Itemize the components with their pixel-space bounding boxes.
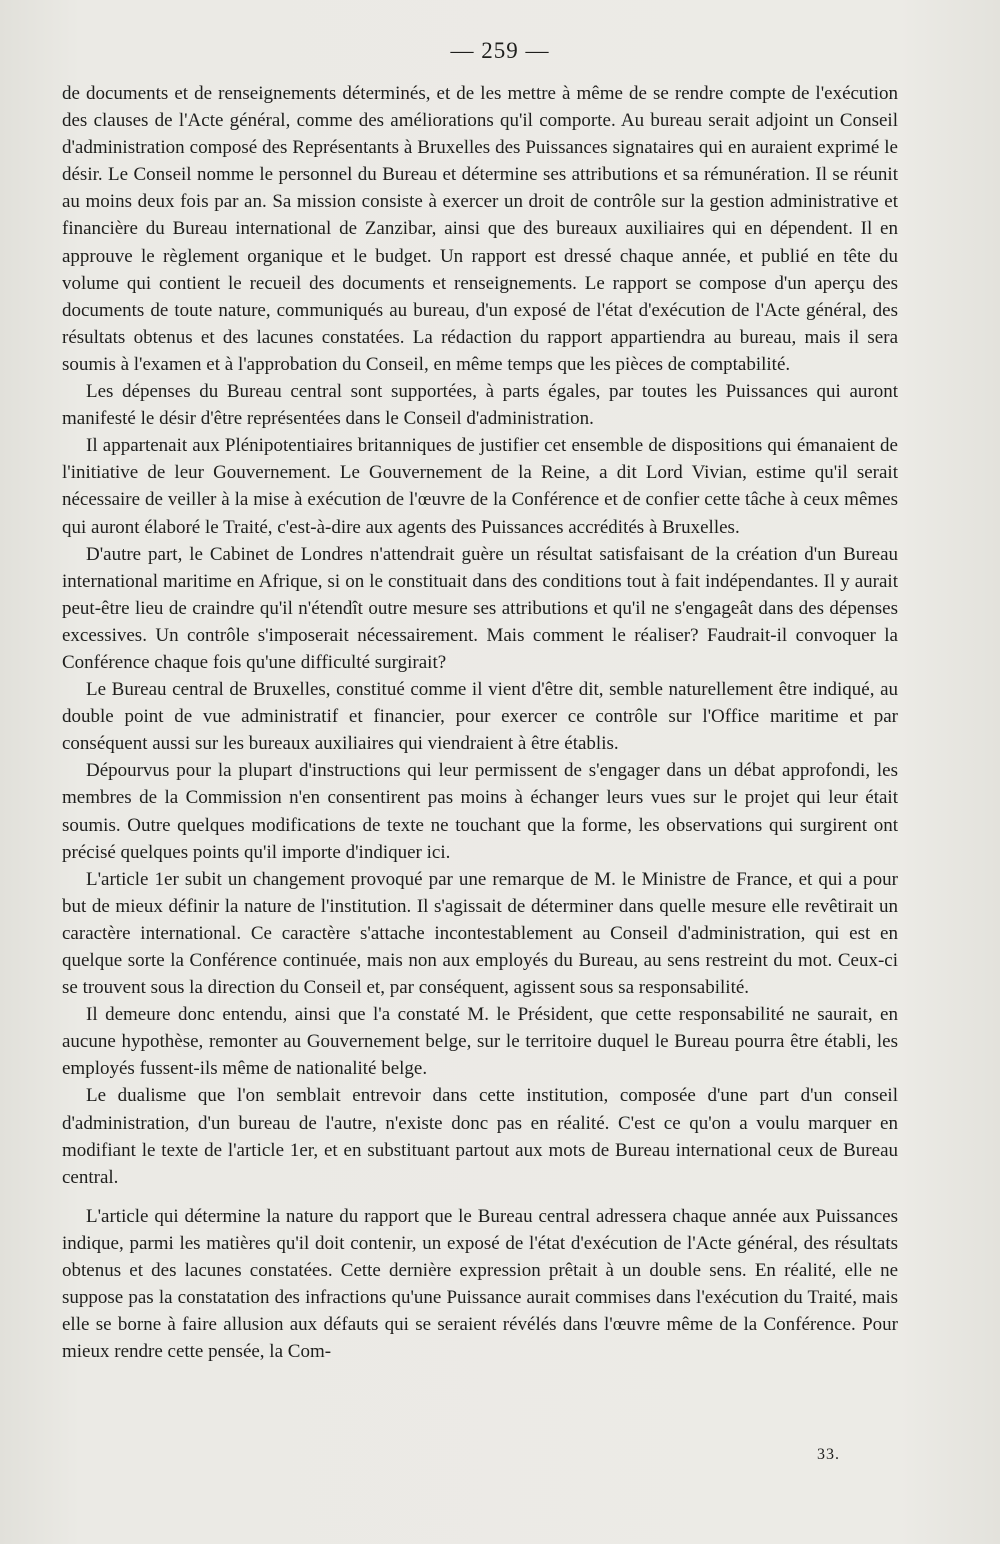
paragraph-3: Il appartenait aux Plénipotentiaires britanniques de justifier cet ensemble de dispositions qui émanaient de l'initiative de leur Gouvernement. Le Gouvernement de la Reine, a dit Lord Vivian, estime qu'il serait nécessaire de veiller à la mise à exécution de l'œuvre de la Conférence et de confier cette tâche à ceux mêmes qui auront élaboré le Traité, c'est-à-dire aux agents des Puissances accrédités à Bruxelles. (62, 435, 898, 538)
paragraph-2: Les dépenses du Bureau central sont supportées, à parts égales, par toutes les Puissances qui auront manifesté le désir d'être représentées dans le Conseil d'administration. (62, 381, 898, 430)
paragraph-4: D'autre part, le Cabinet de Londres n'attendrait guère un résultat satisfaisant de la création d'un Bureau international maritime en Afrique, si on le constituait dans des conditions tout à fait indépendantes. Il y aurait peut-être lieu de craindre qu'il n'étendît outre mesure ses attributions et qu'il ne s'engageât dans des dépenses excessives. Un contrôle s'imposerait nécessairement. Mais comment le réaliser? Faudrait-il convoquer la Conférence chaque fois qu'une difficulté surgirait? (62, 543, 898, 673)
paragraph-8: Il demeure donc entendu, ainsi que l'a constaté M. le Président, que cette responsabilité ne saurait, en aucune hypothèse, remonter au Gouvernement belge, sur le territoire duquel le Bureau pourra être établi, les employés fussent-ils même de nationalité belge. (62, 1004, 898, 1080)
paragraph-10: L'article qui détermine la nature du rapport que le Bureau central adressera chaque année aux Puissances indique, parmi les matières qu'il doit contenir, un exposé de l'état d'exécution de l'Acte général, des résultats obtenus et des lacunes constatées. Cette dernière expression prêtait à un double sens. En réalité, elle ne suppose pas la constatation des infractions qu'une Puissance aurait commises dans l'exécution du Traité, mais elle se borne à faire allusion aux défauts qui se seraient révélés dans l'œuvre même de la Conférence. Pour mieux rendre cette pensée, la Com- (62, 1205, 898, 1363)
body-text (62, 80, 898, 1365)
paragraph-6: Dépourvus pour la plupart d'instructions qui leur permissent de s'engager dans un débat approfondi, les membres de la Commission n'en consentirent pas moins à échanger leurs vues sur le projet qui leur était soumis. Outre quelques modifications de texte ne touchant que la forme, les observations qui surgirent ont précisé quelques points qu'il importe d'indiquer ici. (62, 760, 898, 863)
paragraph-9: Le dualisme que l'on semblait entrevoir dans cette institution, composée d'une part d'un conseil d'administration, d'un bureau de l'autre, n'existe donc pas en réalité. C'est ce qu'on a voulu marquer en modifiant le texte de l'article 1er, et en substituant partout aux mots de Bureau international ceux de Bureau central. (62, 1085, 898, 1188)
paragraph-7: L'article 1er subit un changement provoqué par une remarque de M. le Ministre de France, et qui a pour but de mieux définir la nature de l'institution. Il s'agissait de déterminer dans quelle mesure elle revêtirait un caractère international. Ce caractère s'attache incontestablement au Conseil d'administration, qui est en quelque sorte la Conférence continuée, mais non aux employés du Bureau, au sens restreint du mot. Ceux-ci se trouvent sous la direction du Conseil et, par conséquent, agissent sous sa responsabilité. (62, 868, 898, 999)
page-number: — 259 — (450, 38, 550, 63)
signature-mark: 33. (817, 1446, 840, 1463)
paragraph-5: Le Bureau central de Bruxelles, constitué comme il vient d'être dit, semble naturellement être indiqué, au double point de vue administratif et financier, pour exercer ce contrôle sur l'Office maritime et par conséquent aussi sur les bureaux auxiliaires qui viendraient à être établis. (62, 679, 898, 755)
paragraph-1: de documents et de renseignements déterminés, et de les mettre à même de se rendre compte de l'exécution des clauses de l'Acte général, comme des améliorations qu'il comporte. Au bureau serait adjoint un Conseil d'administration composé des Représentants à Bruxelles des Puissances signataires qui en auraient exprimé le désir. Le Conseil nomme le personnel du Bureau et détermine ses attributions et sa rémunération. Il se réunit au moins deux fois par an. Sa mission consiste à exercer un droit de contrôle sur la gestion administrative et financière du Bureau international de Zanzibar, ainsi que des bureaux auxiliaires qui en dépendent. Il en approuve le règlement organique et le budget. Un rapport est dressé chaque année, et publié en tête du volume qui contient le recueil des documents et renseignements. Le rapport se compose d'un aperçu des documents de toute nature, communiqués au bureau, d'un exposé de l'état d'exécution de l'Acte général, des résultats obtenus et des lacunes constatées. La rédaction du rapport appartiendra au bureau, mais il sera soumis à l'examen et à l'approbation du Conseil, en même temps que les pièces de comptabilité. (62, 83, 898, 375)
